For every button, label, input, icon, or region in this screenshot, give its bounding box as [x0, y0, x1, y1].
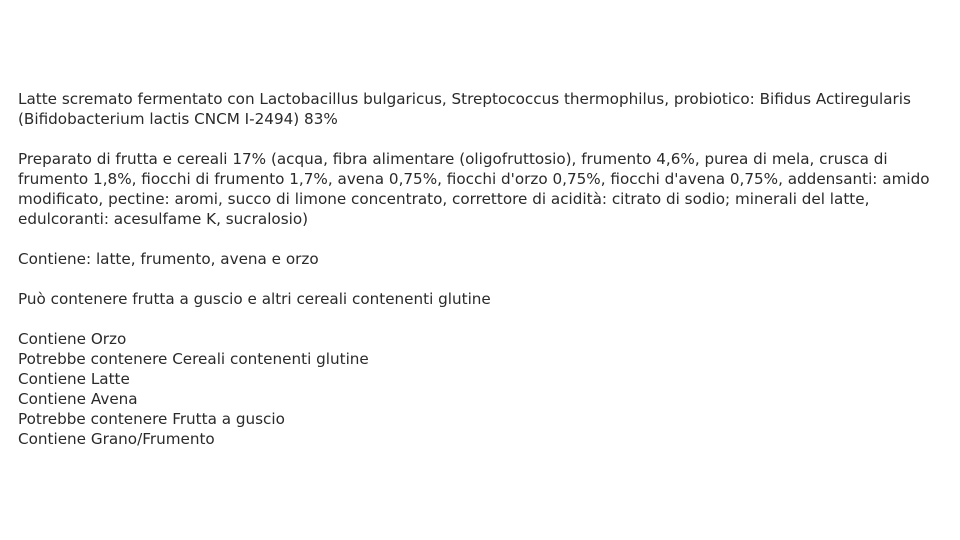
- allergen-item: Contiene Orzo: [18, 330, 127, 348]
- product-info-document: [18, 89, 948, 449]
- ingredients-paragraph-fruit-cereals: Preparato di frutta e cereali 17% (acqua, fibra alimentare (oligofruttosio), frumento 4,6%, purea di mela, crusca di frumento 1,8%, fiocchi di frumento 1,7%, avena 0,75%, fiocchi d'orzo 0,75%, fiocchi d'avena 0,75%, addensanti: amido modificato, pectine: aromi, succo di limone concentrato, correttore di acidità: citrato di sodio; minerali del latte, edulcoranti: acesulfame K, sucralosio): [18, 150, 930, 228]
- allergen-list: [18, 329, 948, 449]
- allergen-item: Potrebbe contenere Frutta a guscio: [18, 410, 285, 428]
- contains-statement: Contiene: latte, frumento, avena e orzo: [18, 250, 319, 268]
- allergen-item: Contiene Avena: [18, 390, 138, 408]
- may-contain-statement: Può contenere frutta a guscio e altri cereali contenenti glutine: [18, 290, 491, 308]
- allergen-item: Contiene Latte: [18, 370, 130, 388]
- allergen-item: Potrebbe contenere Cereali contenenti glutine: [18, 350, 369, 368]
- allergen-item: Contiene Grano/Frumento: [18, 430, 215, 448]
- ingredients-paragraph-main: Latte scremato fermentato con Lactobacillus bulgaricus, Streptococcus thermophilus, probiotico: Bifidus Actiregularis (Bifidobacterium lactis CNCM I-2494) 83%: [18, 90, 911, 128]
